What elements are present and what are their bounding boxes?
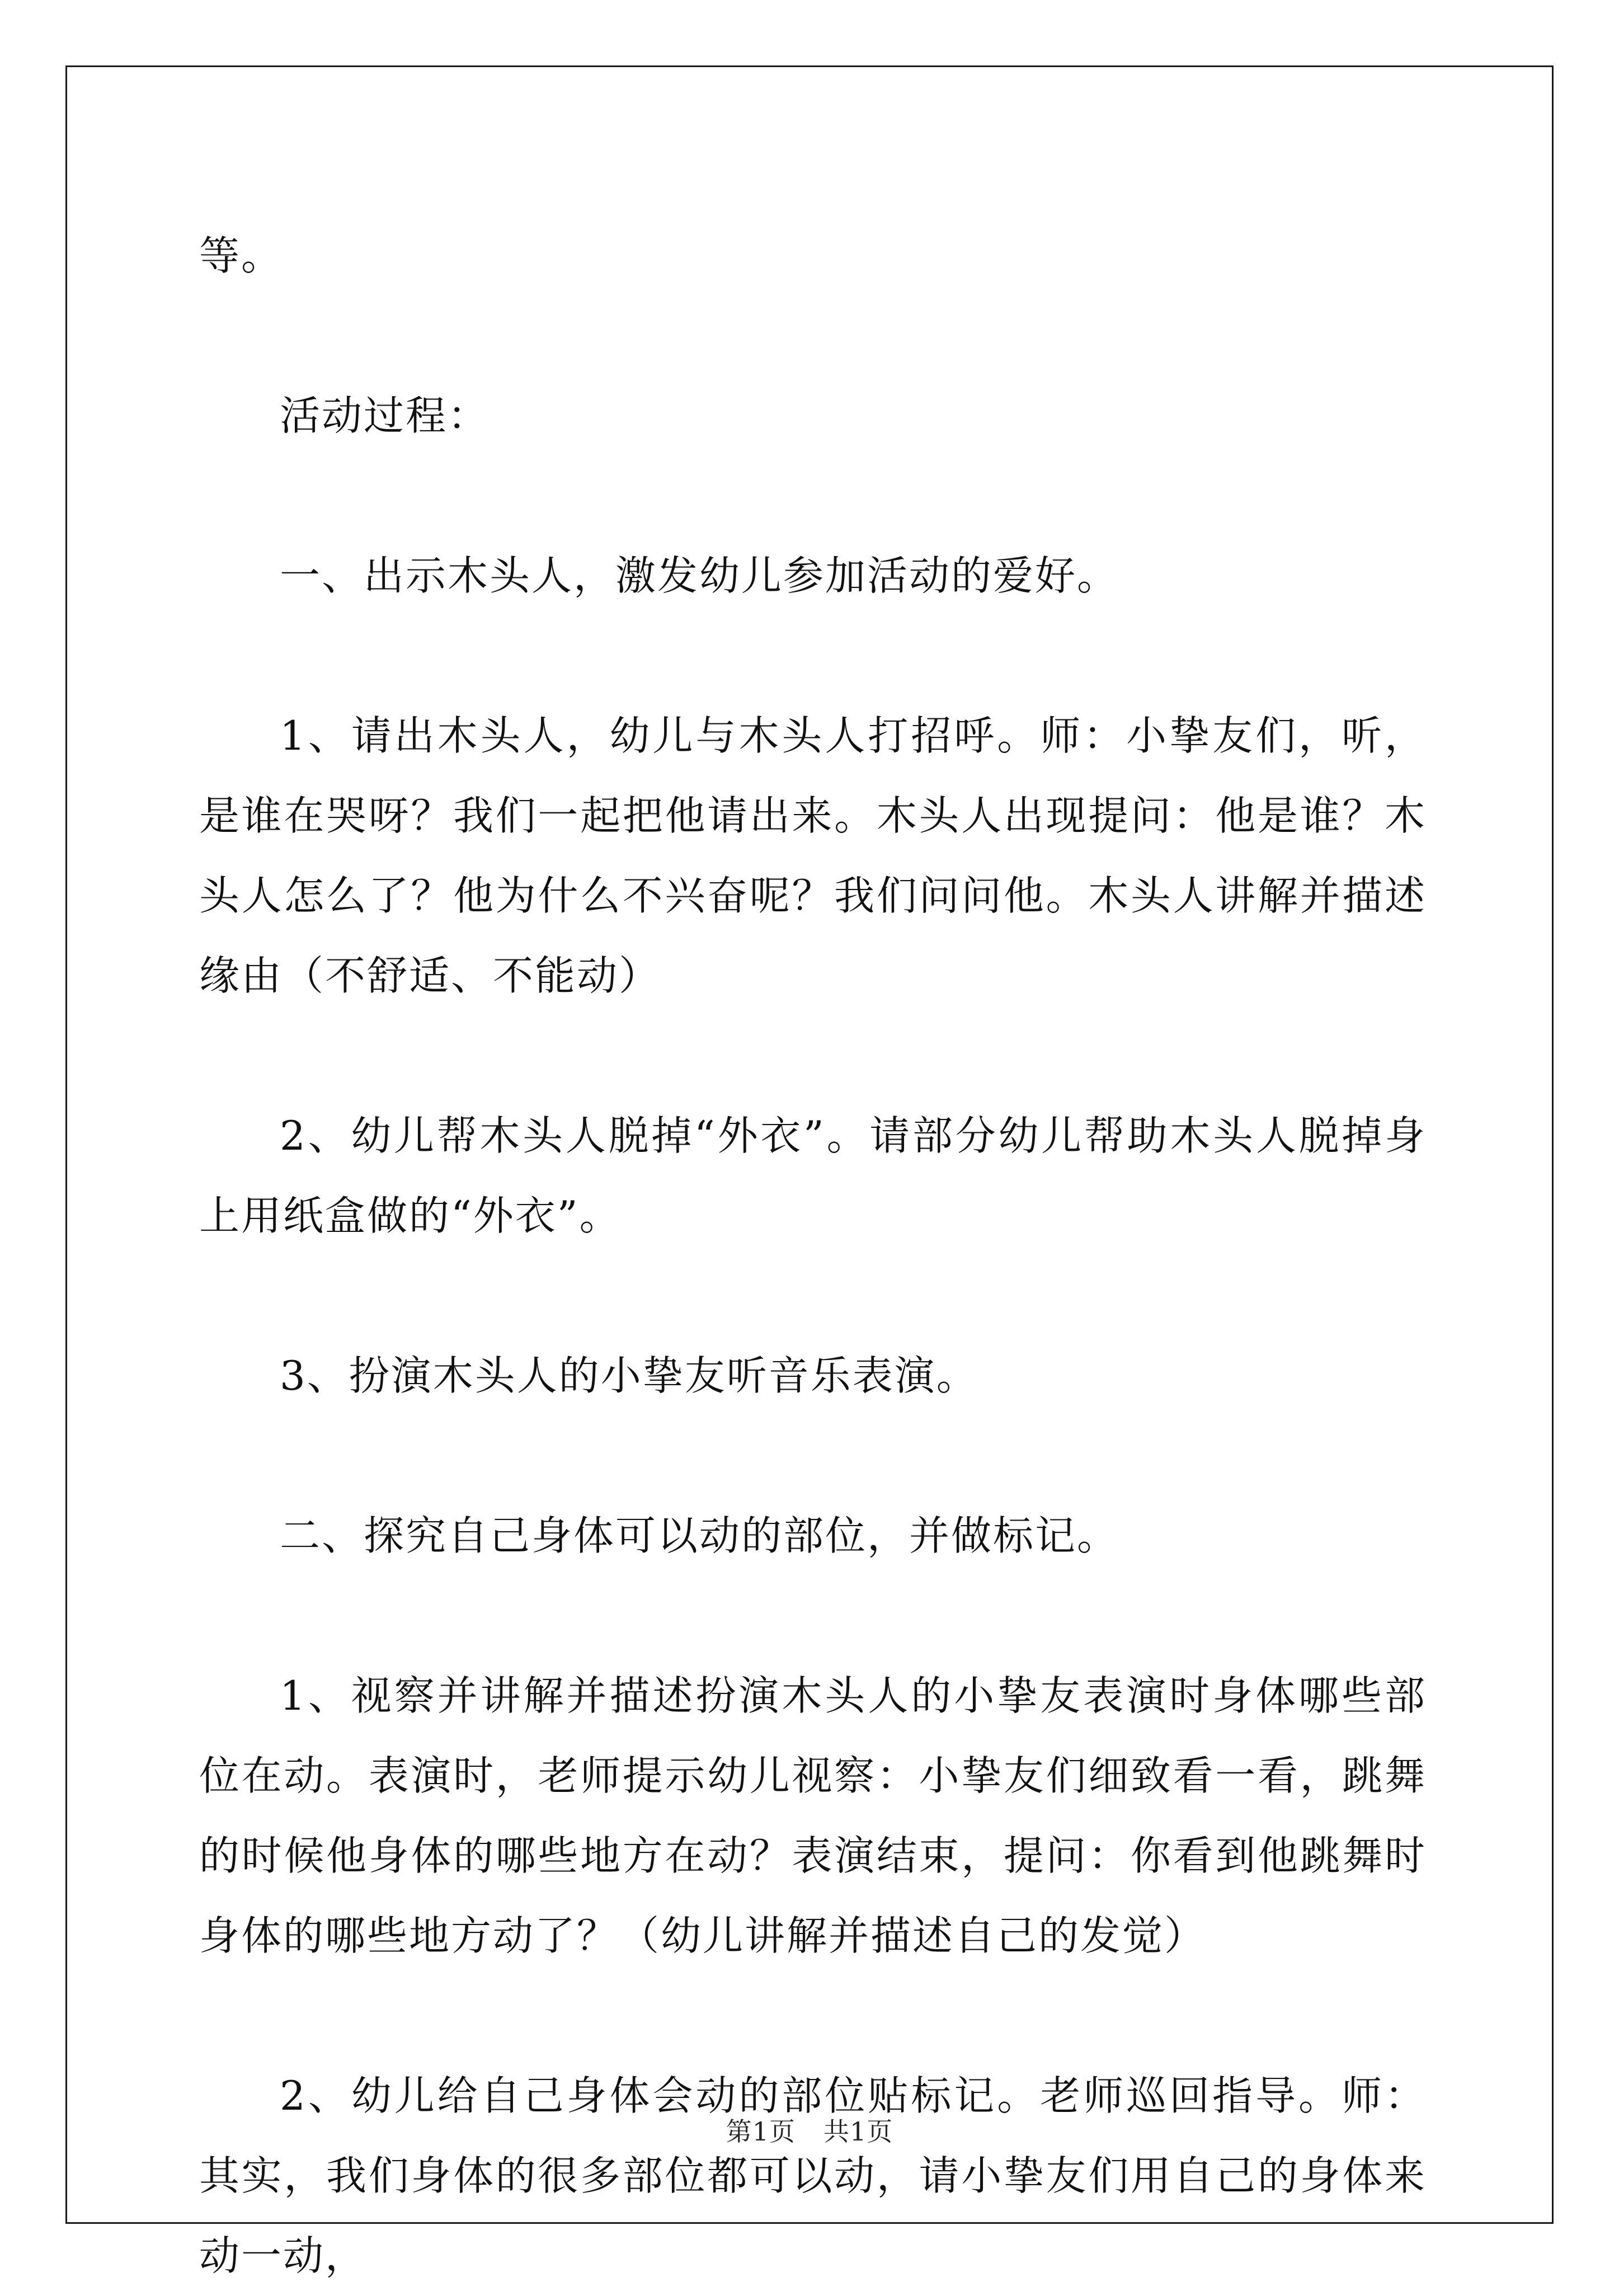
paragraph-step-1-3: 3、扮演木头人的小挚友听音乐表演。: [280, 1352, 978, 1399]
paragraph-step-1-2: 2、幼儿帮木头人脱掉“外衣”。请部分幼儿帮助木头人脱掉身上用纸盒做的“外衣”。: [199, 1112, 1427, 1239]
paragraph-step-2-2: 2、幼儿给自己身体会动的部位贴标记。老师巡回指导。师：其实，我们身体的很多部位都可以动，请小挚友们用自己的身体来动一动，: [199, 2072, 1427, 2279]
section-heading-part-two: 二、探究自己身体可以动的部位，并做标记。: [280, 1512, 1119, 1559]
section-heading-activity-process: 活动过程：: [280, 392, 490, 439]
paragraph-step-2-1: 1、视察并讲解并描述扮演木头人的小挚友表演时身体哪些部位在动。表演时，老师提示幼儿视察：小挚友们细致看一看，跳舞的时候他身体的哪些地方在动？表演结束，提问：你看到他跳舞时身体的哪些地方动了？（幼儿讲解并描述自己的发觉）: [199, 1672, 1427, 1959]
section-heading-part-one: 一、出示木头人，激发幼儿参加活动的爱好。: [280, 552, 1119, 599]
page-number-current: 第1页: [726, 2116, 796, 2147]
paragraph-continuation: 等。: [199, 232, 284, 279]
paragraph-step-1-1: 1、请出木头人，幼儿与木头人打招呼。师：小挚友们，听，是谁在哭呀？我们一起把他请出来。木头人出现提问：他是谁？木头人怎么了？他为什么不兴奋呢？我们问问他。木头人讲解并描述缘由（不舒适、不能动）: [199, 712, 1427, 999]
page-footer: [0, 2115, 1619, 2148]
page-number-total: 共1页: [823, 2116, 893, 2147]
document-body: [199, 216, 1427, 2296]
